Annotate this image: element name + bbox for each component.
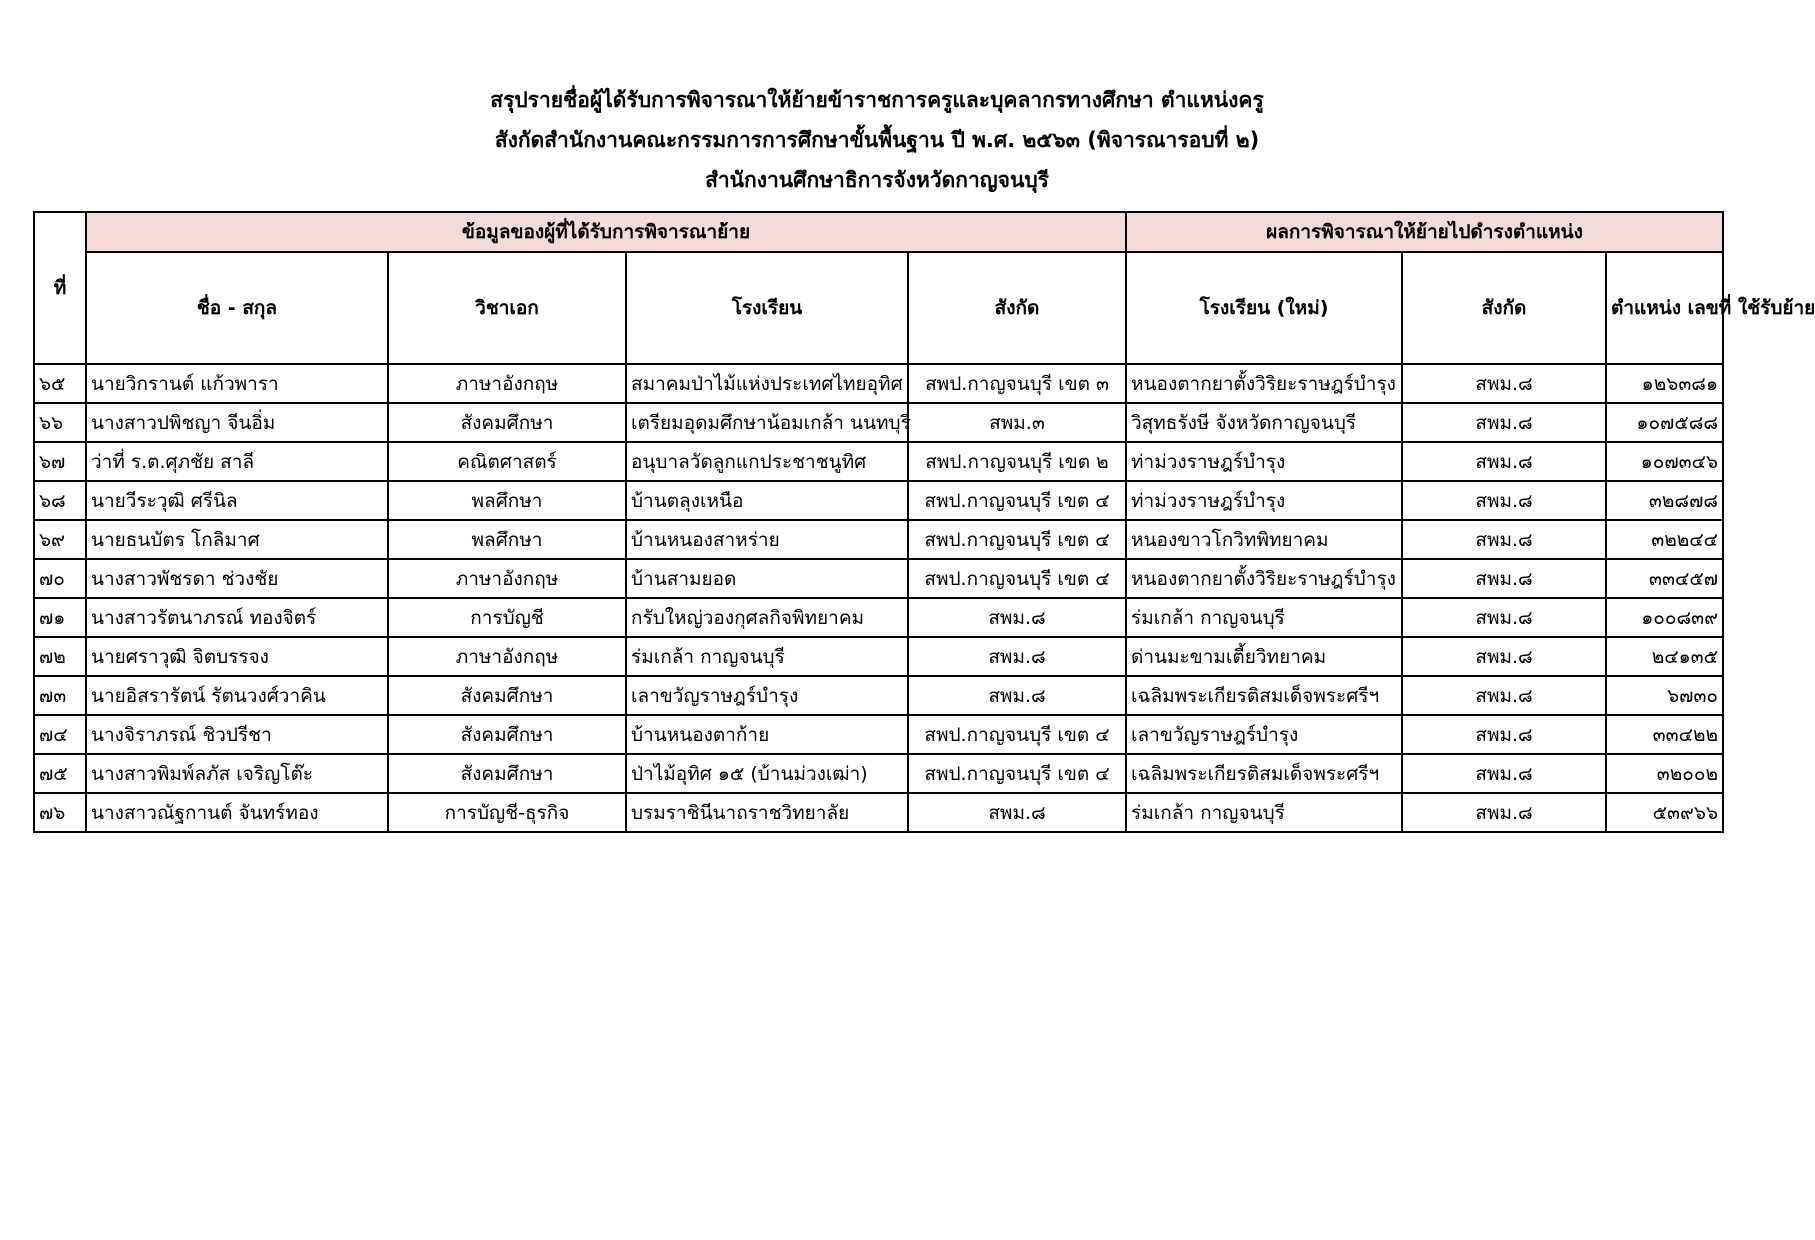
header-group-result: ผลการพิจารณาให้ย้ายไปดำรงตำแหน่ง: [1126, 212, 1723, 252]
title-line-3: สำนักงานศึกษาธิการจังหวัดกาญจนบุรี: [705, 168, 1049, 192]
table-row: [34, 559, 1723, 598]
cell-new-school: หนองตากยาตั้งวิริยะราษฎร์บำรุง: [1126, 364, 1402, 403]
cell-major: ภาษาอังกฤษ: [388, 637, 626, 676]
cell-affiliation: สพป.กาญจนบุรี เขต ๔: [908, 715, 1126, 754]
cell-position-no: ๓๒๒๔๔: [1606, 520, 1723, 559]
cell-major: พลศึกษา: [388, 520, 626, 559]
cell-seq: ๖๕: [34, 364, 86, 403]
cell-new-affiliation: สพม.๘: [1402, 364, 1606, 403]
cell-school: เลาขวัญราษฎร์บำรุง: [626, 676, 908, 715]
header-affiliation: สังกัด: [908, 252, 1126, 364]
cell-affiliation: สพม.๘: [908, 637, 1126, 676]
cell-major: สังคมศึกษา: [388, 754, 626, 793]
cell-major: ภาษาอังกฤษ: [388, 364, 626, 403]
cell-major: สังคมศึกษา: [388, 715, 626, 754]
cell-major: คณิตศาสตร์: [388, 442, 626, 481]
cell-new-affiliation: สพม.๘: [1402, 754, 1606, 793]
cell-name: นางสาวพิมพ์ลภัส เจริญโต๊ะ: [86, 754, 388, 793]
title-line-2: สังกัดสำนักงานคณะกรรมการการศึกษาขั้นพื้นฐาน ปี พ.ศ. ๒๕๖๓ (พิจารณารอบที่ ๒): [494, 128, 1260, 152]
cell-major: การบัญชี: [388, 598, 626, 637]
header-group-applicant: ข้อมูลของผู้ที่ได้รับการพิจารณาย้าย: [86, 212, 1126, 252]
cell-name: นายธนบัตร โกลิมาศ: [86, 520, 388, 559]
header-major: วิชาเอก: [388, 252, 626, 364]
table-row: [34, 637, 1723, 676]
cell-seq: ๖๗: [34, 442, 86, 481]
cell-name: นายศราวุฒิ จิตบรรจง: [86, 637, 388, 676]
cell-major: สังคมศึกษา: [388, 403, 626, 442]
cell-school: อนุบาลวัดลูกแกประชาชนูทิศ: [626, 442, 908, 481]
cell-school: กรับใหญ่วองกุศลกิจพิทยาคม: [626, 598, 908, 637]
cell-new-school: เลาขวัญราษฎร์บำรุง: [1126, 715, 1402, 754]
cell-seq: ๗๕: [34, 754, 86, 793]
cell-new-school: ร่มเกล้า กาญจนบุรี: [1126, 598, 1402, 637]
cell-new-affiliation: สพม.๘: [1402, 676, 1606, 715]
title-line-1: สรุปรายชื่อผู้ได้รับการพิจารณาให้ย้ายข้าราชการครูและบุคลากรทางศึกษา ตำแหน่งครู: [490, 88, 1264, 112]
cell-seq: ๖๙: [34, 520, 86, 559]
table-row: [34, 676, 1723, 715]
cell-name: นางสาวพัชรดา ช่วงชัย: [86, 559, 388, 598]
cell-position-no: ๕๓๙๖๖: [1606, 793, 1723, 832]
cell-school: ร่มเกล้า กาญจนบุรี: [626, 637, 908, 676]
table-row: [34, 754, 1723, 793]
cell-name: นายวีระวุฒิ ศรีนิล: [86, 481, 388, 520]
cell-affiliation: สพม.๘: [908, 793, 1126, 832]
cell-new-school: ท่าม่วงราษฎร์บำรุง: [1126, 481, 1402, 520]
cell-major: ภาษาอังกฤษ: [388, 559, 626, 598]
cell-seq: ๗๒: [34, 637, 86, 676]
cell-position-no: ๑๐๗๓๔๖: [1606, 442, 1723, 481]
cell-position-no: ๓๒๘๗๘: [1606, 481, 1723, 520]
header-new-school: โรงเรียน (ใหม่): [1126, 252, 1402, 364]
cell-position-no: ๑๒๖๓๘๑: [1606, 364, 1723, 403]
table-row: [34, 403, 1723, 442]
table-row: [34, 793, 1723, 832]
cell-new-affiliation: สพม.๘: [1402, 793, 1606, 832]
cell-affiliation: สพม.๓: [908, 403, 1126, 442]
cell-position-no: ๑๐๐๘๓๙: [1606, 598, 1723, 637]
cell-affiliation: สพป.กาญจนบุรี เขต ๔: [908, 520, 1126, 559]
cell-seq: ๗๑: [34, 598, 86, 637]
cell-position-no: ๒๔๑๓๕: [1606, 637, 1723, 676]
cell-school: บรมราชินีนาถราชวิทยาลัย: [626, 793, 908, 832]
cell-seq: ๖๘: [34, 481, 86, 520]
cell-new-affiliation: สพม.๘: [1402, 481, 1606, 520]
cell-new-affiliation: สพม.๘: [1402, 637, 1606, 676]
cell-name: นายอิสรารัตน์ รัตนวงศ์วาคิน: [86, 676, 388, 715]
cell-new-school: เฉลิมพระเกียรติสมเด็จพระศรีฯ: [1126, 676, 1402, 715]
cell-position-no: ๑๐๗๕๘๘: [1606, 403, 1723, 442]
cell-seq: ๖๖: [34, 403, 86, 442]
cell-position-no: ๓๓๔๒๒: [1606, 715, 1723, 754]
cell-name: นางสาวรัตนาภรณ์ ทองจิตร์: [86, 598, 388, 637]
cell-affiliation: สพป.กาญจนบุรี เขต ๒: [908, 442, 1126, 481]
cell-name: นางสาวปพิชญา จีนอิ่ม: [86, 403, 388, 442]
cell-name: นางจิราภรณ์ ชิวปรีชา: [86, 715, 388, 754]
cell-affiliation: สพป.กาญจนบุรี เขต ๔: [908, 559, 1126, 598]
cell-affiliation: สพป.กาญจนบุรี เขต ๓: [908, 364, 1126, 403]
cell-seq: ๗๓: [34, 676, 86, 715]
table-row: [34, 364, 1723, 403]
table-row: [34, 598, 1723, 637]
header-name: ชื่อ - สกุล: [86, 252, 388, 364]
header-new-affiliation: สังกัด: [1402, 252, 1606, 364]
header-seq: ที่: [34, 212, 86, 364]
cell-affiliation: สพป.กาญจนบุรี เขต ๔: [908, 754, 1126, 793]
table-row: [34, 715, 1723, 754]
cell-affiliation: สพม.๘: [908, 598, 1126, 637]
cell-position-no: ๓๒๐๐๒: [1606, 754, 1723, 793]
cell-new-school: ร่มเกล้า กาญจนบุรี: [1126, 793, 1402, 832]
cell-school: เตรียมอุดมศึกษาน้อมเกล้า นนทบุรี: [626, 403, 908, 442]
cell-new-affiliation: สพม.๘: [1402, 520, 1606, 559]
cell-position-no: ๓๓๔๕๗: [1606, 559, 1723, 598]
cell-seq: ๗๖: [34, 793, 86, 832]
cell-school: สมาคมป่าไม้แห่งประเทศไทยอุทิศ: [626, 364, 908, 403]
document-title: [0, 80, 1754, 200]
header-position-no: ตำแหน่ง เลขที่ ใช้รับย้าย: [1606, 252, 1723, 364]
cell-affiliation: สพม.๘: [908, 676, 1126, 715]
cell-school: บ้านหนองสาหร่าย: [626, 520, 908, 559]
table-row: [34, 520, 1723, 559]
cell-new-affiliation: สพม.๘: [1402, 559, 1606, 598]
cell-school: บ้านสามยอด: [626, 559, 908, 598]
cell-name: นางสาวณัฐกานต์ จันทร์ทอง: [86, 793, 388, 832]
table-row: [34, 481, 1723, 520]
transfer-table: [33, 211, 1815, 833]
cell-name: ว่าที่ ร.ต.ศุภชัย สาลี: [86, 442, 388, 481]
header-school: โรงเรียน: [626, 252, 908, 364]
cell-major: สังคมศึกษา: [388, 676, 626, 715]
cell-new-affiliation: สพม.๘: [1402, 403, 1606, 442]
cell-seq: ๗๔: [34, 715, 86, 754]
cell-affiliation: สพป.กาญจนบุรี เขต ๔: [908, 481, 1126, 520]
cell-new-affiliation: สพม.๘: [1402, 715, 1606, 754]
cell-school: บ้านหนองตาก้าย: [626, 715, 908, 754]
cell-name: นายวิกรานต์ แก้วพารา: [86, 364, 388, 403]
cell-new-school: หนองขาวโกวิทพิทยาคม: [1126, 520, 1402, 559]
cell-new-school: เฉลิมพระเกียรติสมเด็จพระศรีฯ: [1126, 754, 1402, 793]
cell-new-school: วิสุทธรังษี จังหวัดกาญจนบุรี: [1126, 403, 1402, 442]
cell-seq: ๗๐: [34, 559, 86, 598]
cell-new-affiliation: สพม.๘: [1402, 442, 1606, 481]
cell-school: บ้านตลุงเหนือ: [626, 481, 908, 520]
cell-new-school: หนองตากยาตั้งวิริยะราษฎร์บำรุง: [1126, 559, 1402, 598]
cell-new-school: ท่าม่วงราษฎร์บำรุง: [1126, 442, 1402, 481]
cell-major: การบัญชี-ธุรกิจ: [388, 793, 626, 832]
table-row: [34, 442, 1723, 481]
cell-major: พลศึกษา: [388, 481, 626, 520]
cell-new-affiliation: สพม.๘: [1402, 598, 1606, 637]
cell-position-no: ๖๗๓๐: [1606, 676, 1723, 715]
cell-new-school: ด่านมะขามเตี้ยวิทยาคม: [1126, 637, 1402, 676]
cell-school: ป่าไม้อุทิศ ๑๕ (บ้านม่วงเฒ่า): [626, 754, 908, 793]
